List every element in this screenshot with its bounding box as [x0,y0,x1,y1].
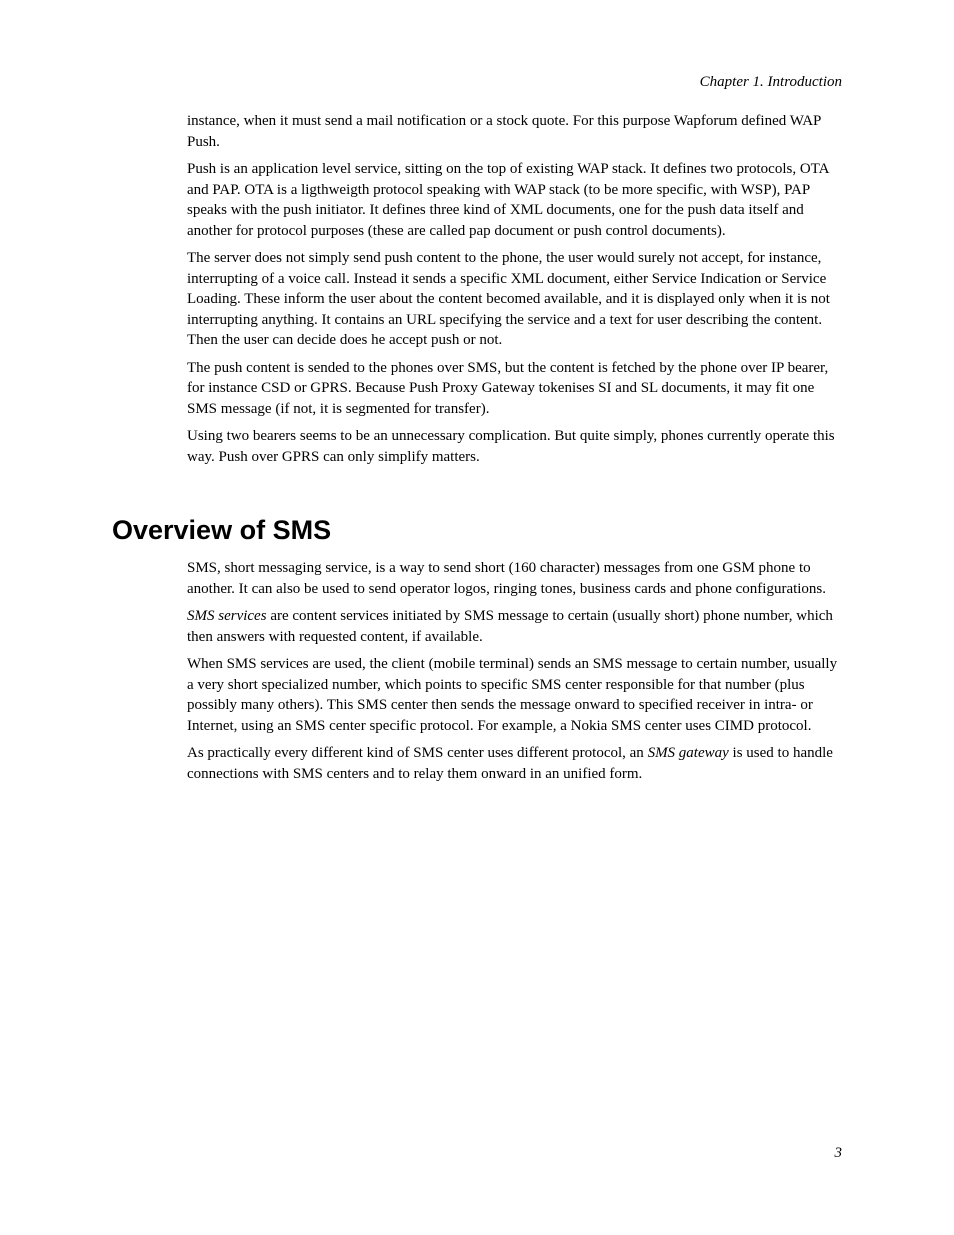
page-number: 3 [834,1145,842,1161]
section-heading-overview-of-sms: Overview of SMS [112,515,332,545]
paragraph-sms-services-text: are content services initiated by SMS message to certain (usually short) phone number, which then answers with requested content, if available. [187,608,833,645]
paragraph-wap-push-intro: instance, when it must send a mail notification or a stock quote. For this purpose Wapforum defined WAP Push. [187,113,821,150]
paragraph-push-protocols: Push is an application level service, sitting on the top of existing WAP stack. It defines two protocols, OTA and PAP. OTA is a ligthweigth protocol speaking with WAP stack (to be more specific, with WSP), PAP speaks with the push initiator. It defines three kind of XML documents, one for the push data itself and another for protocol purposes (these are called pap document or push control documents). [187,161,829,239]
paragraph-sms-gateway-text-after: is used to handle connections with SMS centers and to relay them onward in an unified form. [187,745,833,782]
running-header: Chapter 1. Introduction [699,74,842,90]
paragraph-sms-gateway [187,743,845,784]
paragraph-sms-definition: SMS, short messaging service, is a way to send short (160 character) messages from one GSM phone to another. It can also be used to send operator logos, ringing tones, business cards and phone configurations. [187,560,827,597]
intro-section-body [187,111,845,474]
paragraph-two-bearers: Using two bearers seems to be an unnecessary complication. But quite simply, phones currently operate this way. Push over GPRS can only simplify matters. [187,428,835,465]
paragraph-sms-services [187,606,845,647]
paragraph-sms-center: When SMS services are used, the client (mobile terminal) sends an SMS message to certain number, usually a very short specialized number, which points to specific SMS center responsible for that number (plus possibly many others). This SMS center then sends the message onward to specified receiver in intra- or Internet, using an SMS center specific protocol. For example, a Nokia SMS center uses CIMD protocol. [187,656,838,734]
sms-section-body [187,558,845,791]
term-sms-gateway: SMS gateway [647,745,729,761]
paragraph-service-indication: The server does not simply send push content to the phone, the user would surely not accept, for instance, interrupting of a voice call. Instead it sends a specific XML document, either Service Indication or Service Loading. These inform the user about the content becomed available, and it is displayed only when it is not interrupting anything. It contains an URL specifying the service and a text for user describing the content. Then the user can decide does he accept push or not. [187,250,830,348]
paragraph-push-bearers: The push content is sended to the phones over SMS, but the content is fetched by the phone over IP bearer, for instance CSD or GPRS. Because Push Proxy Gateway tokenises SI and SL documents, it may fit one SMS message (if not, it is segmented for transfer). [187,359,829,417]
term-sms-services: SMS services [187,608,267,624]
paragraph-sms-gateway-text-before: As practically every different kind of SMS center uses different protocol, an [187,745,648,761]
